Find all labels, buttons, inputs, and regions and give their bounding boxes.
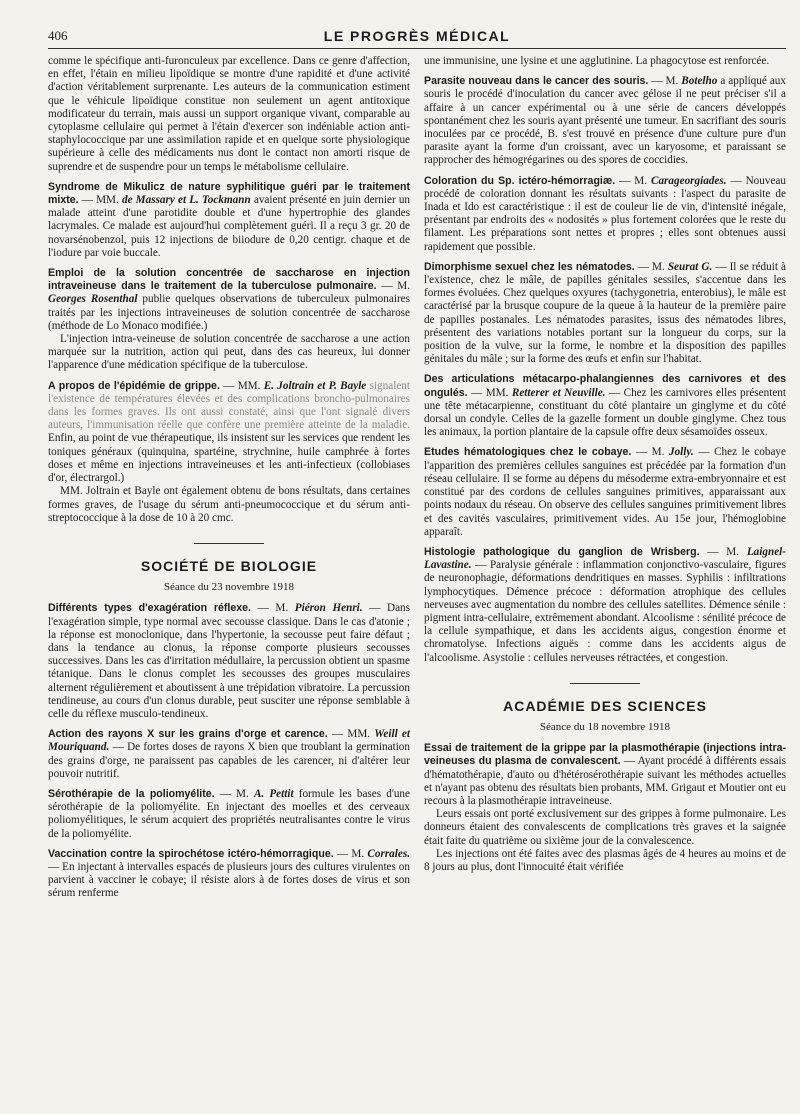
session-date: Séance du 18 novembre 1918 bbox=[539, 720, 671, 733]
article-heading: Parasite nouveau dans le cancer des souris. bbox=[424, 75, 649, 88]
article-body: MM. Joltrain et Bayle ont également obtenu de bons résultats, dans certaines formes graves, de l'usage du sérum anti-pneumococcique et du sérum anti-streptococcique à la dose de 10 à 20 cmc. bbox=[48, 485, 410, 524]
article-heading: Dimorphisme sexuel chez les nématodes. bbox=[424, 260, 635, 273]
article-body: publie quelques observations de tuberculeux pulmonaires traités par les injections intraveineuses de solution concentrée de saccharose (méthode de Lo Monaco modifiée.) bbox=[48, 293, 410, 332]
article-grippe: A propos de l'épidémie de grippe. — MM. E. Joltrain et P. Bayle signalent l'existence de températures élevées et des complications broncho-pulmonaires dans les formes graves. Ils ont aussi constaté, ainsi que l'ont signalé divers auteurs, l'immunisation réelle que confère une première atteinte de la maladie. Enfin, au point de vue thérapeutique, ils insistent sur les services que rendent les toniques généraux (quinquina, spartéine, strychnine, huile camphrée à fortes doses et même en injections intraveineuses et les anti-infectieux (collobiases d'or, électrargol.) MM. Joltrain et Bayle ont également obtenu de bons résultats, dans certaines formes graves, de l'usage du sérum anti-pneumococcique et du sérum anti-streptococcique à la dose de 10 à 20 cmc. bbox=[48, 379, 410, 524]
article-body: — Il se réduit à l'existence, chez le mâle, de papilles génitales sessiles, s'accentue dans les formes évoluées. Chez quelques oxyures (tachygonetria, enterobius), le mâle est caractérisé par la brusque coupure de la queue à la hauteur de la première paire de papilles postanales. Les nématodes parasites, issus des nématodes libres, présentent des variations notables portant sur la longueur du corps, sur la position de la vulve, sur la forme, le nombre et la disposition des papilles génitales du mâle ; sur la forme des œufs et enfin sur l'habitat. bbox=[424, 260, 786, 366]
article-author: Piéron Henri. bbox=[294, 602, 363, 615]
article-author: Jolly. bbox=[668, 446, 694, 459]
section-title: SOCIÉTÉ DE BIOLOGIE bbox=[140, 557, 318, 574]
session-date: Séance du 23 novembre 1918 bbox=[163, 581, 295, 594]
article-body: — Ayant procédé à différents essais d'hématothérapie, d'auto ou d'hétérosérothérapie suivant les méthodes actuelles et n'ayant pas obtenu des résultats bien probants, MM. Grigaut et Moutier ont eu recours à la plasmothérapie intraveineuse. bbox=[424, 755, 786, 807]
article-author: Georges Rosenthal bbox=[48, 293, 138, 306]
article-author: Retterer et Neuville. bbox=[511, 386, 606, 399]
article-body: Leurs essais ont porté exclusivement sur des grippes à forme pulmonaire. Les donneurs étaient des convalescents de complications très graves et la saignée était faite du quatrième ou sixième jour de la convalescence. bbox=[424, 808, 786, 847]
article-body: Enfin, au point de vue thérapeutique, ils insistent sur les services que rendent les toniques généraux (quinquina, spartéine, strychnine, huile camphrée à fortes doses et même en injections intraveineuses et les anti-infectieux (collobiases d'or, électrargol.) bbox=[48, 432, 410, 485]
article-body: L'injection intra-veineuse de solution concentrée de saccharose a une action marquée sur la nutrition, action qui peut, dans des cas heureux, lui donner l'apparence d'une médication spécifique de la tuberculose. bbox=[48, 333, 410, 372]
article-articulations: Des articulations métacarpo-phalangiennes des carnivores et des ongulés. — MM. Retterer et Neuville. — Chez les carnivores elles présentent une tête métacarpienne, constituant du côté plantaire un ginglyme et du côté dorsal un condyle. Celles de la gazelle forment un double ginglyme. Chez tous les animaux, la portion plantaire de la capsule offre deux sésamoïdes osseux. bbox=[424, 373, 786, 439]
article-heading: A propos de l'épidémie de grippe. bbox=[48, 379, 220, 392]
article-plasmotherapie bbox=[424, 742, 786, 874]
article-heading: Syndrome de Mikulicz de nature syphilitique guéri par le traitement mixte. bbox=[48, 180, 410, 207]
article-author: de Massary et L. Tockmann bbox=[121, 194, 251, 207]
article-wrisberg: Histologie pathologique du ganglion de Wrisberg. — M. Laignel-Lavastine. — Paralysie générale : inflammation conjonctivo-vasculaire, figures de neuronophagie, déformations dendritiques en masses. Syphilis : infiltrations lymphocytiques. Démence précoce : déformation atrophique des cellules nerveuses avec augmentation du nombre des cellules satellites. Démence sénile : pigment intra-cellulaire, extrêmement abondant. Alcoolisme : sénilité précoce de la cellule sympathique, et dans les accidents aigus, congestion énorme et chromatolyse. Infections aiguës : comme dans les accidents aigus de l'alcoolisme. Asystolie : cellules nerveuses rétractées, et congestion. bbox=[424, 545, 786, 664]
running-head bbox=[48, 22, 786, 49]
article-heading: Action des rayons X sur les grains d'orge et carence. bbox=[48, 728, 328, 741]
text-columns bbox=[48, 55, 786, 901]
article-author: Seurat G. bbox=[667, 260, 713, 273]
article-dimorphisme: Dimorphisme sexuel chez les nématodes. — M. Seurat G. — Il se réduit à l'existence, chez le mâle, de papilles génitales sessiles, s'accentue dans les formes évoluées. Chez quelques oxyures (tachygonetria, enterobius), le mâle est caractérisé par la brusque coupure de la queue à la hauteur de la première paire de papilles postanales. Les nématodes parasites, issus des nématodes libres, présentent des variations notables portant sur la longueur du corps, sur la position de la vulve, sur la forme, le nombre et la disposition des papilles génitales du mâle ; sur la forme des œufs et enfin sur l'habitat. bbox=[424, 260, 786, 366]
article-coloration: Coloration du Sp. ictéro-hémorragiæ. — M. Carageorgiades. — Nouveau procédé de coloration donnant les résultats suivants : l'aspect du parasite de Inada et Ido est caractéristique : il est de couleur lie de vin, d'intensité inégale, présentant par endroits des « nodosités » plus fortement colorées que le reste du filament. Les préparations sont nettes et propres ; elles sont obtenues aussi rapidement que possible. bbox=[424, 174, 786, 253]
article-body: — De fortes doses de rayons X bien que troublant la germination des grains d'orge, ne paraissent pas capables de les carencer, ni d'altérer leur pouvoir nutritif. bbox=[48, 741, 410, 780]
article-body: Les injections ont été faites avec des plasmas âgés de 4 heures au moins et de 8 jours au plus, dont l'innocuité était vérifiée bbox=[424, 847, 786, 873]
article-author: A. Pettit bbox=[253, 787, 294, 800]
article-heading: Sérothérapie de la poliomyélite. bbox=[48, 787, 215, 800]
article-author: Laignel-Lavastine. bbox=[424, 545, 786, 572]
article-heading: Coloration du Sp. ictéro-hémorragiæ. bbox=[424, 174, 616, 187]
article-author: Corrales. bbox=[367, 847, 410, 860]
article-body: a appliqué aux souris le procédé d'inoculation du cancer avec gélose il ne peut préciser s'il a affaire à un cancer expérimental ou à une série de cancers développés spontanément chez les souris ayant présenté une tumeur. En sacrifiant des souris inoculées par ce procédé, B. s'est trouvé en présence d'une culture pure d'un parasite ayant la forme d'un croissant, avec un karyosome, et paraissant se rapprocher des hémogrégarines ou des spores de coccidies. bbox=[424, 75, 786, 167]
journal-title: LE PROGRÈS MÉDICAL bbox=[323, 28, 511, 44]
article-heading: Essai de traitement de la grippe par la plasmothérapie (injections intra-veineuses du plasma de convalescent. bbox=[424, 742, 786, 768]
article-reflexe: Différents types d'exagération réflexe. — M. Piéron Henri. — Dans l'exagération simple, type normal avec secousse classique. Dans le cas d'atonie ; la réponse est monoclonique, dans l'hypertonie, la secousse peut faire défaut ; dans la tendance au clonus, la réponse comporte plusieurs secousses successives. Dans les cas d'irritation médullaire, la percussion obtient un spasme tétanique. Dans le clonus complet les secousses des groupes musculaires alternent régulièrement et aboutissent à une trépidation vibratoire. La percussion tendineuse, au cours d'un clonus durable, peut susciter une réponse semblable à celle du réflexe musculo-tendineux. bbox=[48, 602, 410, 720]
article-heading: Vaccination contre la spirochétose ictéro-hémorragique. bbox=[48, 847, 334, 860]
article-body: — Paralysie générale : inflammation conjonctivo-vasculaire, figures de neuronophagie, déformations dendritiques en masses. Syphilis : infiltrations lymphocytiques. Démence précoce : déformation atrophique des cellules nerveuses avec augmentation du nombre des cellules satellites. Démence sénile : pigment intra-cellulaire, extrêmement abondant. Alcoolisme : sénilité précoce de la cellule sympathique, et dans les accidents aigus, congestion énorme et chromatolyse. Infections aiguës : comme dans les accidents aigus de l'alcoolisme. Asystolie : cellules nerveuses rétractées, et congestion. bbox=[424, 559, 786, 664]
right-column bbox=[424, 55, 786, 901]
article-heading: Des articulations métacarpo-phalangiennes des carnivores et des ongulés. bbox=[424, 373, 786, 399]
article-hematologie: Etudes hématologiques chez le cobaye. — M. Jolly. — Chez le cobaye l'apparition des premières cellules sanguines est précédée par la formation d'un réseau cellulaire. Il se forme au dépens du mésoderme extra-embryonnaire et est constitué par des cordons de cellules sanguines primitives, apparaissant aux points nodaux du réseau. On observe des cellules sanguines primitivement libres et des cavités vasculaires, primitivement vides. Au 15e jour, l'hémoglobine apparaît. bbox=[424, 446, 786, 538]
article-body: formule les bases d'une sérothérapie de la poliomyélite. En injectant des moelles et des cerveaux poliomyélitiques, le sérum acquiert des propriétés neutralisantes contre le virus de la poliomyélite. bbox=[48, 787, 410, 840]
article-poliomyelite: Sérothérapie de la poliomyélite. — M. A. Pettit formule les bases d'une sérothérapie de la poliomyélite. En injectant des moelles et des cerveaux poliomyélitiques, le sérum acquiert des propriétés neutralisantes contre le virus de la poliomyélite. bbox=[48, 787, 410, 840]
article-saccharose: Emploi de la solution concentrée de saccharose en injection intraveineuse dans le traitement de la tuberculose pulmonaire. — M. Georges Rosenthal publie quelques observations de tuberculeux pulmonaires traités par les injections intraveineuses de solution concentrée de saccharose (méthode de Lo Monaco modifiée.) L'injection intra-veineuse de solution concentrée de saccharose a une action marquée sur la nutrition, action qui peut, dans des cas heureux, lui donner l'apparence d'une médication spécifique de la tuberculose. bbox=[48, 267, 410, 372]
article-heading: Histologie pathologique du ganglion de Wrisberg. bbox=[424, 545, 700, 558]
section-divider bbox=[194, 543, 264, 544]
article-heading: Etudes hématologiques chez le cobaye. bbox=[424, 446, 632, 459]
article-body: — Nouveau procédé de coloration donnant les résultats suivants : l'aspect du parasite de Inada et Ido est caractéristique : il est de couleur lie de vin, d'intensité inégale, présentant par endroits des « nodosités » plus fortement colorées que le reste du filament. Les préparations sont nettes et propres ; elles sont obtenues aussi rapidement que possible. bbox=[424, 174, 786, 253]
opening-paragraph: comme le spécifique anti-furonculeux par excellence. Dans ce genre d'affection, en effet, l'étain en milieu lipoïdique se montre d'une rapidité et d'une activité d'action véritablement surprenante. Les auteurs de la communication estiment que le véhicule lipoïdique constitue non seulement un agent antitoxique modificateur du terrain, mais aussi un support organique vivant, comparable au cytoplasme cellulaire qui permet à l'étain d'exercer son indéniable action anti-staphylococcique par une assimilation rapide et en quelque sorte physiologique supérieure à celle des médicaments nus dont le contact non amorti risque de suprendre et de suspendre pour un temps le métabolisme cellulaire. bbox=[48, 55, 410, 173]
article-body: avaient présenté en juin dernier un malade atteint d'une parotidite double et d'une hypertrophie des glandes lacrymales. Ce malade est aujourd'hui complètement guéri. Il a reçu 3 gr. 20 de novarsénobenzol, puis 12 injections de biiodure de 0,20 centigr. chaque et de l'iodure par voie buccale. bbox=[48, 194, 411, 259]
article-heading: Emploi de la solution concentrée de saccharose en injection intraveineuse dans le traitement de la tuberculose pulmonaire. bbox=[48, 267, 410, 293]
article-rayons-x: Action des rayons X sur les grains d'orge et carence. — MM. Weill et Mouriquand. — De fortes doses de rayons X bien que troublant la germination des grains d'orge, ne paraissent pas capables de les carencer, ni d'altérer leur pouvoir nutritif. bbox=[48, 728, 411, 780]
article-body: — Chez les carnivores elles présentent une tête métacarpienne, constituant du côté plantaire un ginglyme et du côté dorsal un condyle. Celles de la gazelle forment un double ginglyme. Chez tous les animaux, la portion plantaire de la capsule offre deux sésamoïdes osseux. bbox=[424, 386, 786, 439]
article-vaccination: Vaccination contre la spirochétose ictéro-hémorragique. — M. Corrales. — En injectant à intervalles espacés de plusieurs jours des cultures virulentes on parvient à vacciner le cobaye; il résiste alors à de fortes doses de virus et son sérum renferme bbox=[48, 847, 410, 900]
page-number: 406 bbox=[48, 28, 68, 43]
article-author: Weill et Mouriquand. bbox=[48, 728, 411, 754]
article-author: Carageorgiades. bbox=[651, 174, 727, 187]
article-author: E. Joltrain et P. Bayle bbox=[263, 379, 367, 392]
left-column bbox=[48, 55, 410, 901]
article-parasite: Parasite nouveau dans le cancer des souris. — M. Botelho a appliqué aux souris le procédé d'inoculation du cancer avec gélose il ne peut préciser s'il a affaire à un cancer expérimental ou à une série de cancers développés spontanément chez les souris ayant présenté une tumeur. En sacrifiant des souris inoculées par ce procédé, B. s'est trouvé en présence d'une culture pure d'un parasite ayant la forme d'un croissant, avec un karyosome, et paraissant se rapprocher des hémogrégarines ou des spores de coccidies. bbox=[424, 75, 786, 167]
article-mikulicz: Syndrome de Mikulicz de nature syphilitique guéri par le traitement mixte. — MM. de Massary et L. Tockmann avaient présenté en juin dernier un malade atteint d'une parotidite double et d'une hypertrophie des glandes lacrymales. Ce malade est aujourd'hui complètement guéri. Il a reçu 3 gr. 20 de novarsénobenzol, puis 12 injections de biiodure de 0,20 centigr. chaque et de l'iodure par voie buccale. bbox=[48, 180, 411, 259]
section-divider bbox=[570, 683, 640, 684]
article-body: — Dans l'exagération simple, type normal avec secousse classique. Dans le cas d'atonie ; la réponse est monoclonique, dans l'hypertonie, la secousse peut faire défaut ; dans la tendance au clonus, la réponse comporte plusieurs secousses successives. Dans les cas d'irritation médullaire, la percussion obtient un spasme tétanique. Dans le clonus complet les secousses des groupes musculaires alternent régulièrement et aboutissent à une trépidation vibratoire. La percussion tendineuse, au cours d'un clonus durable, peut susciter une réponse semblable à celle du réflexe musculo-tendineux. bbox=[48, 602, 410, 720]
article-heading: Différents types d'exagération réflexe. bbox=[48, 602, 251, 615]
opening-paragraph: une immunisine, une lysine et une agglutinine. La phagocytose est renforcée. bbox=[424, 55, 770, 67]
article-author: Botelho bbox=[681, 75, 718, 88]
section-title: ACADÉMIE DES SCIENCES bbox=[503, 697, 707, 714]
article-body: — En injectant à intervalles espacés de plusieurs jours des cultures virulentes on parvient à vacciner le cobaye; il résiste alors à de fortes doses de virus et son sérum renferme bbox=[48, 860, 410, 900]
faded-text: signalent l'existence de températures élevées et des complications broncho-pulmonaires dans les formes graves. Ils ont aussi constaté, ainsi que l'ont signalé divers auteurs, l'immunisation réelle que confère une première atteinte de la maladie. bbox=[48, 379, 410, 432]
article-body: — Chez le cobaye l'apparition des premières cellules sanguines est précédée par la formation d'un réseau cellulaire. Il se forme au dépens du mésoderme extra-embryonnaire et est constitué par des cordons de cellules sanguines primitives, apparaissant aux points nodaux du réseau. On observe des cellules sanguines primitivement libres et des cavités vasculaires, primitivement vides. Au 15e jour, l'hémoglobine apparaît. bbox=[424, 446, 786, 538]
